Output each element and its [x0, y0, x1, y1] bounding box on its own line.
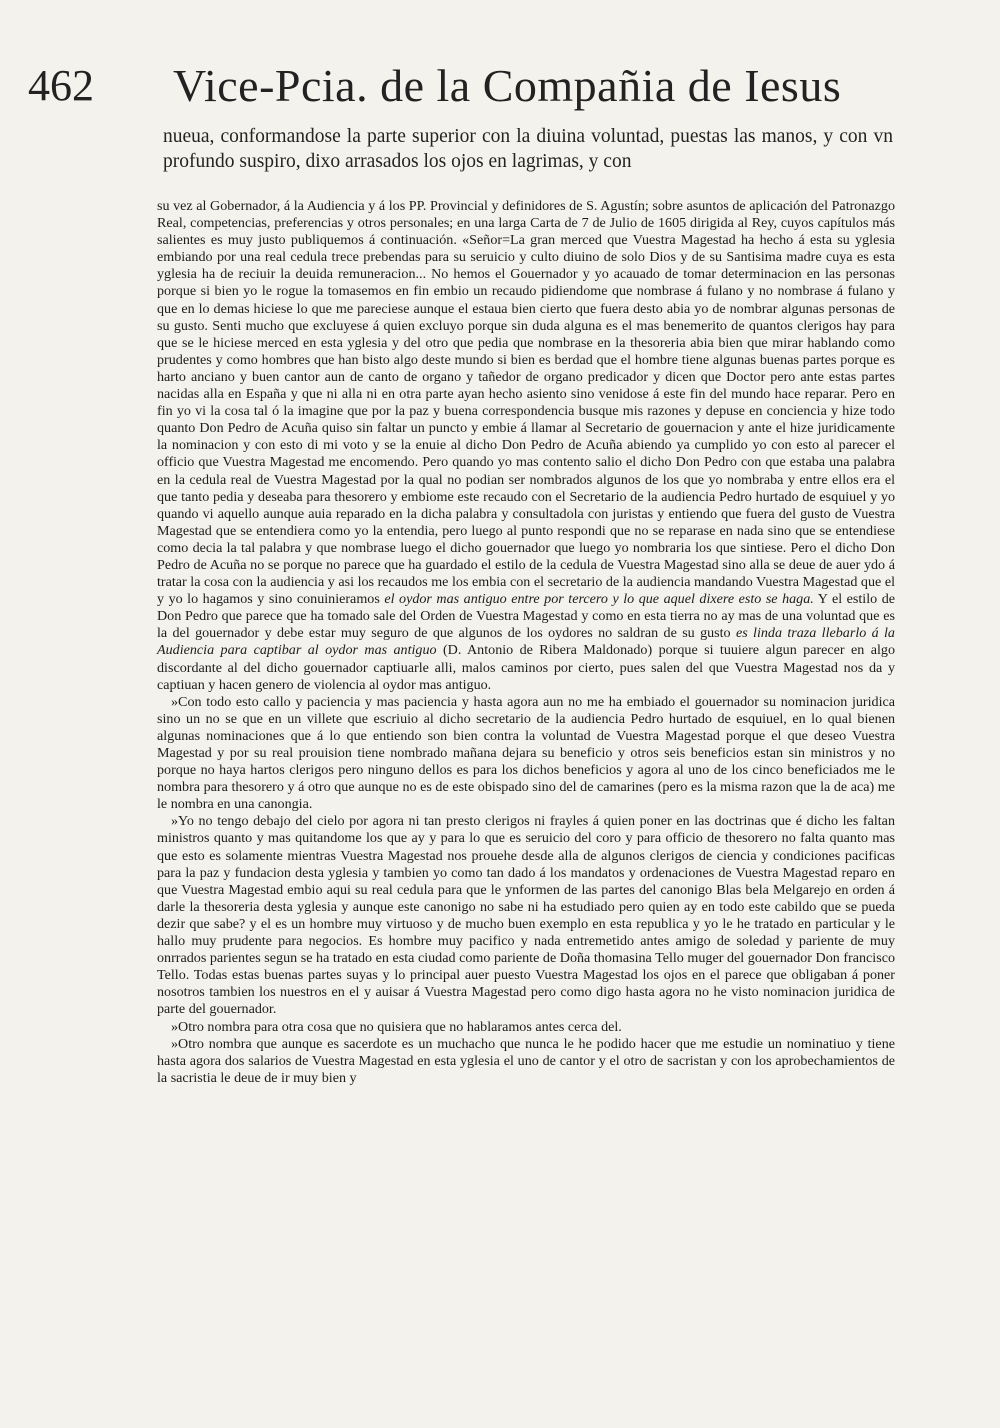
paragraph: »Yo no tengo debajo del cielo por agora ni tan presto clerigos ni frayles á quien poner en las doctrinas que é dicho les faltan ministros quanto y mas quitandome los que ay y para lo que es seruicio del coro y para officio de thesorero no falta quanto mas que esto es solamente mientras Vuestra Magestad nos prouehe desde alla de algunos clerigos de ciencia y condiciones pacificas para la paz y fundacion desta yglesia y tambien yo como tan dado á los mandatos y ordenaciones de Vuestra Magestad reparo en que Vuestra Magestad embio aqui su real cedula para que le ynformen de las partes del canonigo Blas bela Melgarejo en orden á darle la thesoreria desta yglesia y aunque este canonigo no sabe ni ha estudiado pero quien ay en todo este cabildo que se pueda dezir que sabe? y el es un hombre muy virtuoso y de mucho buen exemplo en esta republica y yo le he tratado en particular y le hallo muy prudente para negocios. Es hombre muy pacifico y nada entremetido antes amigo de soledad y pariente de muy onrrados parientes segun se ha tratado en esta ciudad como pariente de Doña thomasina Tello muger del gouernador Don francisco Tello. Todas estas buenas partes suyas y lo principal auer puesto Vuestra Magestad los ojos en el parece que obligaban á poner nosotros tambien los nuestros en el y auisar á Vuestra Magestad pero como digo hasta agora no he visto nominacion juridica de parte del gouernador. — [157, 813, 895, 1018]
paragraph-text: Y el estilo de Don Pedro que parece que ha tomado sale del Orden de Vuestra Magestad y como en esta tierra no ay mas de una voluntad que es la del gouernador y debe estar muy seguro de que algunos de los oydores no saldran de su gusto — [157, 591, 896, 642]
page-number: 462 — [28, 61, 94, 110]
paragraph: »Otro nombra que aunque es sacerdote es un muchacho que nunca le he podido hacer que me estudie un nominatiuo y tiene hasta agora dos salarios de Vuestra Magestad en esta yglesia el uno de cantor y el otro de sacristan y con los aprobechamientos de la sacristia le deue de ir muy bien y — [157, 1035, 895, 1086]
running-title: Vice-Pcia. de la Compañia de Iesus — [173, 60, 842, 111]
paragraph — [157, 198, 895, 694]
paragraph-text: su vez al Gobernador, á la Audiencia y á los PP. Provincial y definidores de S. Agustín; sobre asuntos de aplicación del Patronazgo Real, competencias, preferencias y otros personales; en una larga Carta de 7 de Julio de 1605 dirigida al Rey, cuyos capítulos más salientes es muy justo publiquemos á continuación. «Señor=La gran merced que Vuestra Magestad ha hecho á esta su yglesia embiando por una real cedula trece prebendas para su seruicio y culto diuino de solo Dios y de su Santisima madre cuya es esta yglesia ha de reciuir la deuida remuneracion... No hemos el Gouernador y yo acauado de tomar determinacion en las personas porque si bien yo le rogue la tomasemos en fin embio un recaudo pidiendome que nombrase á fulano y no nombrase á fulano y que en lo demas hiciese lo que me pareciese aunque el estaua bien cierto que fuera desto abia yo de nombrar algunas personas de su gusto. Senti mucho que excluyese á quien excluyo porque sin duda alguna es el mas benemerito de quantos clerigos hay para que se le hiciese merced en esta yglesia y del otro que pedia que nombrase en la thesoreria abia bien que mirar hablando como prudentes y como hombres que han bisto algo deste mundo si bien es berdad que el hombre tiene algunas buenas partes porque es harto anciano y buen cantor aun de canto de organo y tañedor de organo predicador y dicen que Doctor pero ante estas partes nacidas alla en España y que ni alla ni en otra parte ayan hecho asiento sino venidose á este fin del mundo hace reparar. Pero en fin yo vi la cosa tal ó la imagine que por la paz y buena correspondencia busque mis razones y depuse en conciencia y hize todo quanto Don Pedro de Acuña quiso sin faltar un puncto y embie á llamar al Secretario de gouernacion y ante el hize juridicamente la nominacion y con esto di mi voto y se la enuie al dicho Don Pedro de Acuña abiendo ya cumplido yo con esto al parecer el officio que Vuestra Magestad me encomendo. Pero quando yo mas contento salio el dicho Don Pedro con que estaba una palabra en la cedula real de Vuestra Magestad por la qual no podian ser nombrados algunos de los que yo nombraba y entre ellos era el que tanto pedia y deseaba para thesorero y embiome este recaudo con el Secretario de la audiencia Pedro hurtado de esquiuel y yo quando vi aquello aunque auia reparado en la dicha palabra y consultadola con juristas y entiendo que fuera del gusto de Vuestra Magestad que se entendiera como yo la entendia, pero luego al punto respondi que no se reparase en nada sino que se entendiese como decia la tal palabra y que nombrase luego el dicho gouernador que luego yo nombraria los que sintiese. Pero el dicho Don Pedro de Acuña no se porque no parece que ha guardado el estilo de la cedula de Vuestra Magestad sino alla se deue de auer ydo á tratar la cosa con la audiencia y asi los recaudos me los embia con el secretario de la audiencia mandando Vuestra Magestad que el y yo lo hagamos y sino conuinieramos — [157, 198, 895, 608]
page-header — [28, 58, 978, 114]
paragraph-text: (D. Antonio de Ribera Maldonado) porque si tuuiere algun parecer en algo discordante al del dicho gouernador captiuarle alli, malos caminos por cierto, pues salen del que Vuestra Magestad nos da y captiuan y hacen genero de violencia al oydor mas antiguo. — [157, 642, 895, 693]
body-text — [157, 198, 895, 1087]
paragraph: »Con todo esto callo y paciencia y mas paciencia y hasta agora aun no me ha embiado el gouernador su nominacion juridica sino un no se que en un villete que escriuio al dicho secretario de la audiencia Pedro hurtado de esquiuel, en lo qual bienen algunas nominaciones que á lo que entiendo son bien contra la voluntad de Vuestra Magestad porque el que deseo Vuestra Magestad y por su real prouision tiene nombrado mañana dejara su beneficio y otros seis beneficios estan sin ministros y no porque no haya hartos clerigos pero ninguno dellos es para los dichos beneficios y agora al uno de los cinco beneficiados me le nombra para thesorero y á otro que aunque no es de este obispado sino del de camarines (pero es la misma razon que la de aca) me le nombra en una canongia. — [157, 693, 895, 813]
italic-quote: el oydor mas antiguo entre por tercero y lo que aquel dixere esto se haga. — [384, 591, 814, 608]
italic-quote: es linda traza llebarlo á la Audiencia para captibar al oydor mas antiguo — [157, 625, 895, 659]
paragraph: »Otro nombra para otra cosa que no quisiera que no hablaramos antes cerca del. — [171, 1018, 622, 1035]
lead-text: nueua, conformandose la parte superior con la diuina voluntad, puestas las manos, y con vn profundo suspiro, dixo arrasados los ojos en lagrimas, y con — [163, 126, 893, 172]
